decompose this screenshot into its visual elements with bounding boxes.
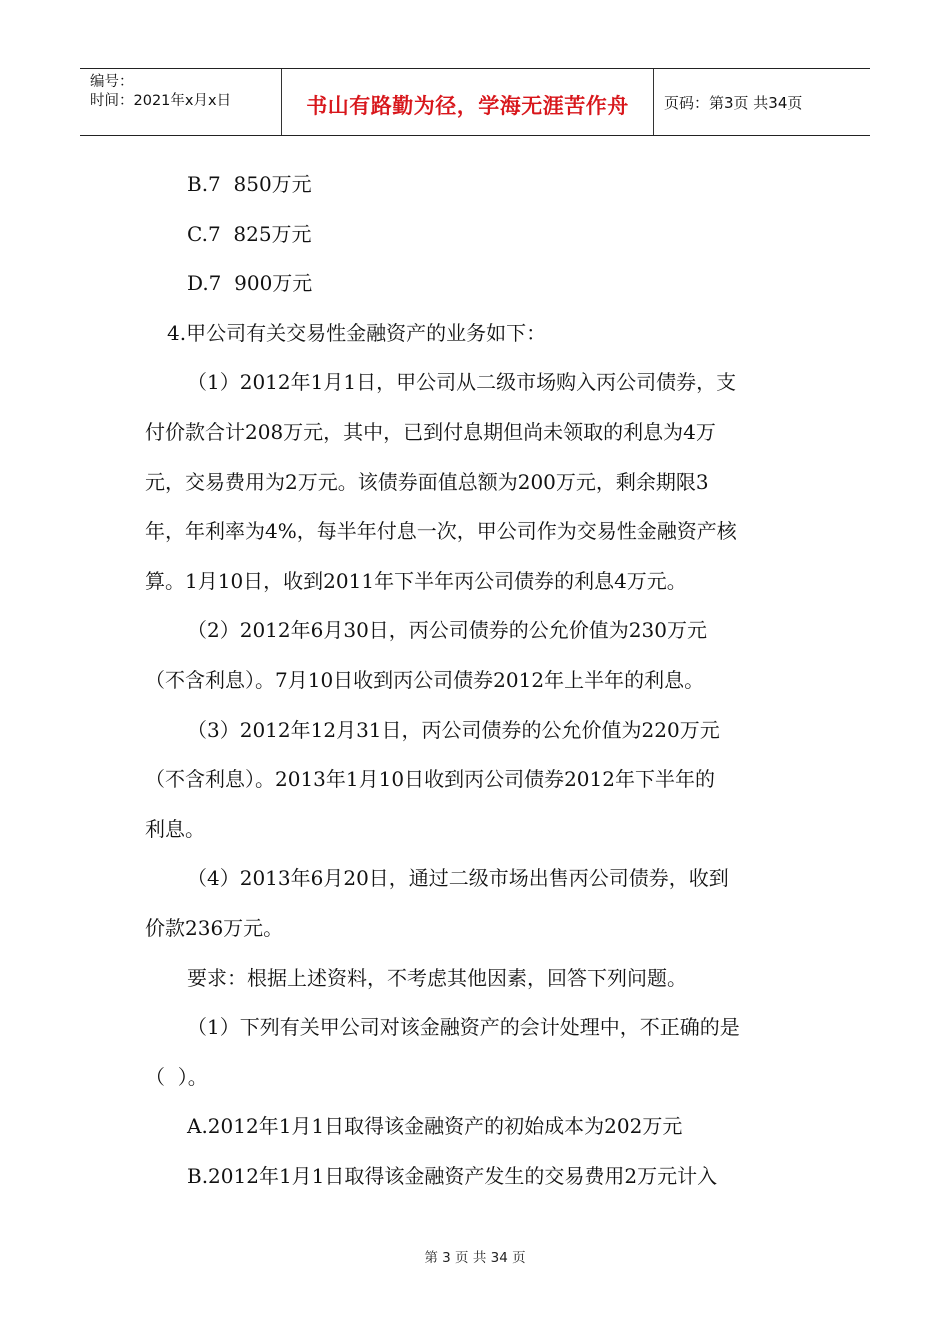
text-line: 利息。: [145, 816, 205, 841]
document-number-label: 编号：: [90, 74, 134, 90]
requirement-line: 要求：根据上述资料，不考虑其他因素，回答下列问题。: [187, 965, 687, 990]
page-header: [80, 68, 870, 136]
text-line: 算。1月10日，收到2011年下半年丙公司债券的利息4万元。: [145, 568, 687, 593]
option-b: B.7 850万元: [187, 172, 312, 196]
header-motto: 书山有路勤为径，学海无涯苦作舟: [306, 94, 629, 118]
text-line: 付价款合计208万元，其中，已到付息期但尚未领取的利息为4万: [145, 419, 716, 444]
text-line: 元，交易费用为2万元。该债券面值总额为200万元，剩余期限3: [145, 469, 709, 494]
text-line: 年，年利率为4%，每半年付息一次，甲公司作为交易性金融资产核: [145, 519, 737, 544]
option-b: B.2012年1月1日取得该金融资产发生的交易费用2万元计入: [187, 1163, 718, 1188]
text-line: 价款236万元。: [145, 915, 284, 940]
sub-question-1: （1）下列有关甲公司对该金融资产的会计处理中，不正确的是: [187, 1015, 740, 1040]
question-4-heading: 4.甲公司有关交易性金融资产的业务如下：: [167, 320, 547, 345]
option-a: A.2012年1月1日取得该金融资产的初始成本为202万元: [187, 1114, 683, 1139]
answer-blank: （ ）。: [145, 1064, 208, 1089]
header-meta-cell: [80, 69, 282, 135]
text-line: （1）2012年1月1日，甲公司从二级市场购入丙公司债券，支: [187, 370, 737, 395]
text-line: （2）2012年6月30日，丙公司债券的公允价值为230万元: [187, 618, 707, 643]
header-page-cell: [654, 69, 870, 135]
text-line: （不含利息）。7月10日收到丙公司债券2012年上半年的利息。: [145, 667, 705, 692]
text-line: （不含利息）。2013年1月10日收到丙公司债券2012年下半年的: [145, 767, 715, 792]
page-footer: 第 3 页 共 34 页: [424, 1250, 526, 1266]
text-line: （4）2013年6月20日，通过二级市场出售丙公司债券，收到: [187, 866, 729, 891]
document-date-label: 时间：2021年x月x日: [90, 93, 232, 109]
header-motto-cell: [282, 69, 654, 135]
option-c: C.7 825万元: [187, 221, 312, 246]
header-page-label: 页码：第3页 共34页: [664, 93, 803, 112]
option-d: D.7 900万元: [187, 271, 313, 296]
document-body: [145, 160, 810, 1201]
text-line: （3）2012年12月31日，丙公司债券的公允价值为220万元: [187, 717, 720, 742]
